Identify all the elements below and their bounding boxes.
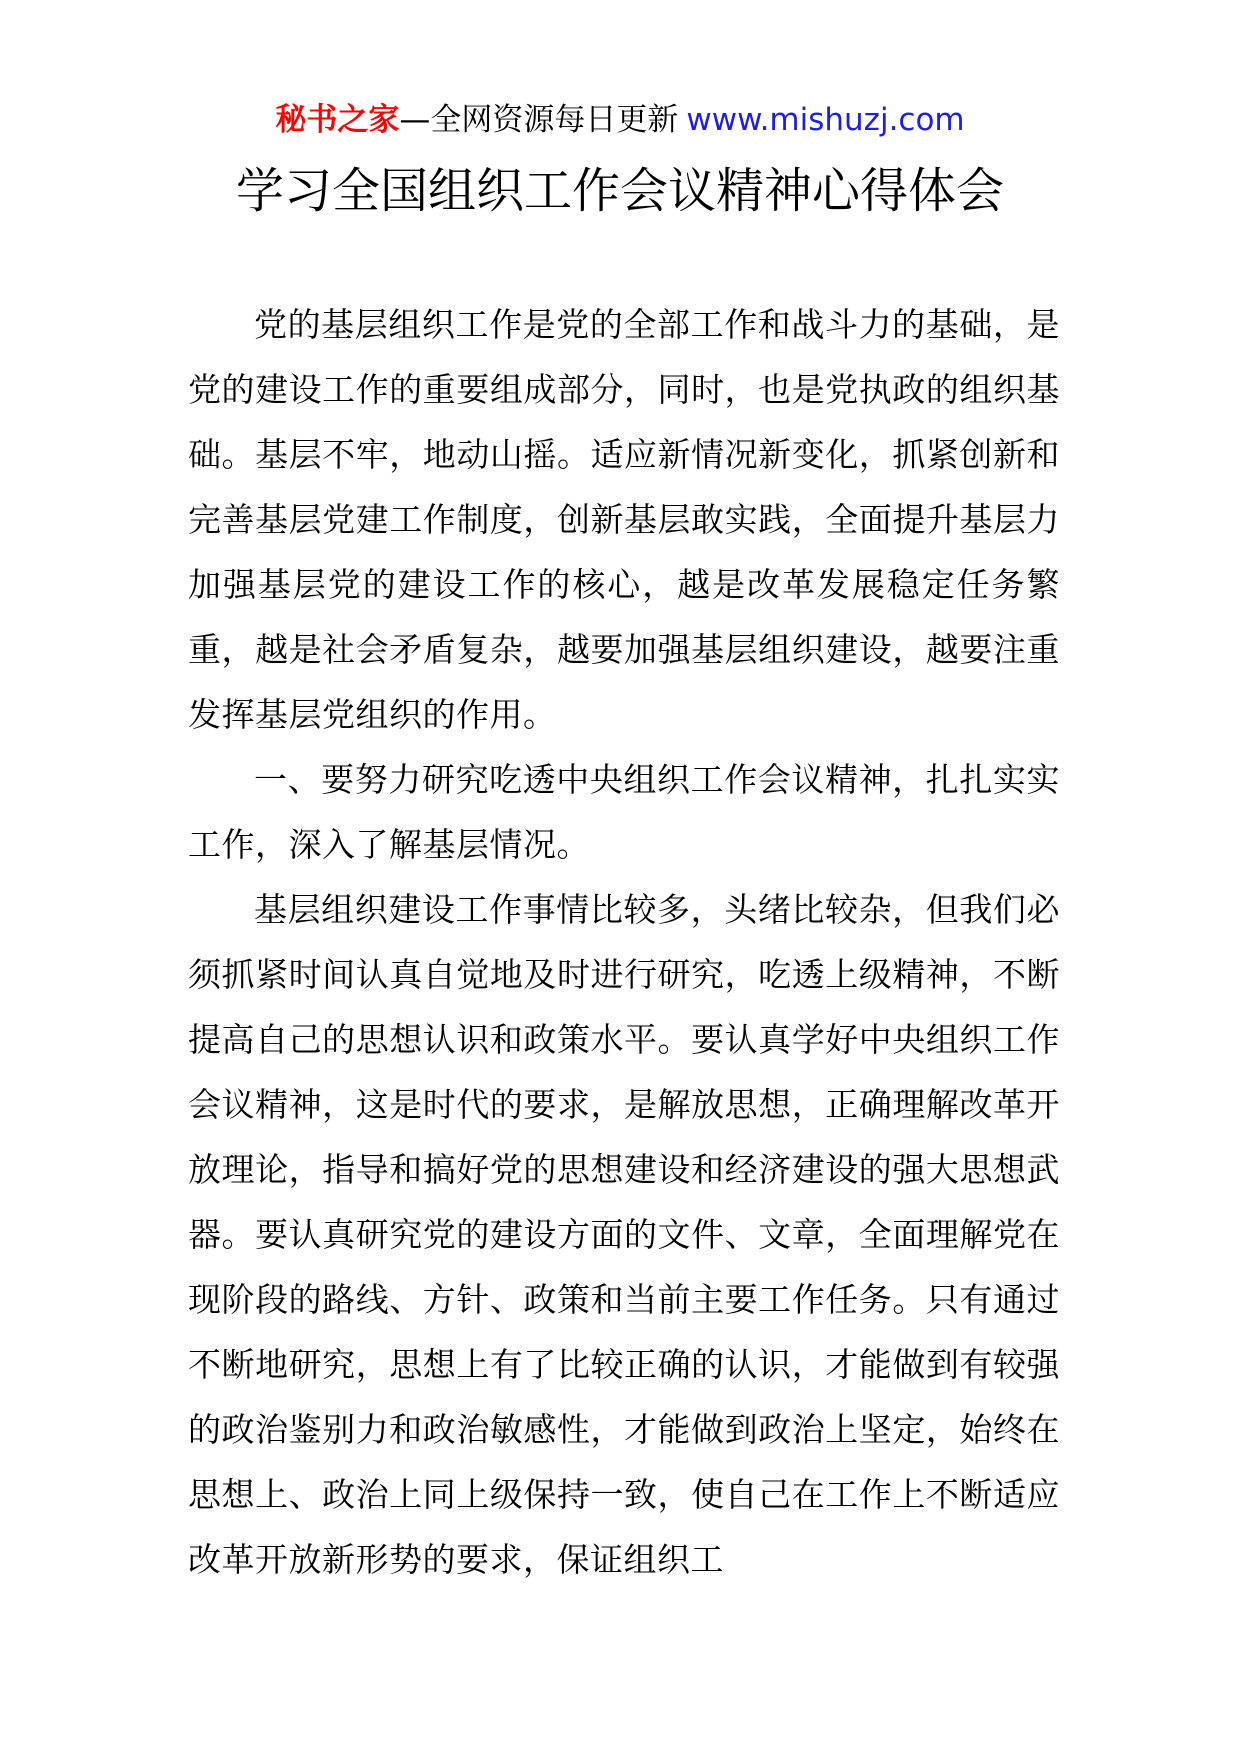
document-title: 学习全国组织工作会议精神心得体会 (235, 163, 1004, 219)
site-tagline: —全网资源每日更新 (399, 102, 679, 138)
site-name: 秘书之家 (275, 102, 400, 138)
paragraph-section-1: 基层组织建设工作事情比较多，头绪比较杂，但我们必须抓紧时间认真自觉地及时进行研究，吃透上级精神，不断提高自己的思想认识和政策水平。要认真学好中央组织工作会议精神，这是时代的要求，是解放思想，正确理解改革开放理论，指导和搞好党的思想建设和经济建设的强大思想武器。要认真研究党的建设方面的文件、文章，全面理解党在现阶段的路线、方针、政策和当前主要工作任务。只有通过不断地研究，思想上有了比较正确的认识，才能做到有较强的政治鉴别力和政治敏感性，才能做到政治上坚定，始终在思想上、政治上同上级保持一致，使自己在工作上不断适应改革开放新形势的要求，保证组织工 (188, 890, 1060, 1579)
site-url-link[interactable]: www.mishuzj.com (686, 102, 965, 138)
site-header (0, 98, 1240, 142)
document-body (188, 292, 1060, 1592)
paragraph-intro: 党的基层组织工作是党的全部工作和战斗力的基础，是党的建设工作的重要组成部分，同时，也是党执政的组织基础。基层不牢，地动山摇。适应新情况新变化，抓紧创新和完善基层党建工作制度，创新基层敢实践，全面提升基层力加强基层党的建设工作的核心，越是改革发展稳定任务繁重，越是社会矛盾复杂，越要加强基层组织建设，越要注重发挥基层党组织的作用。 (188, 305, 1060, 734)
section-heading-1: 一、要努力研究吃透中央组织工作会议精神，扎扎实实工作，深入了解基层情况。 (188, 760, 1060, 864)
